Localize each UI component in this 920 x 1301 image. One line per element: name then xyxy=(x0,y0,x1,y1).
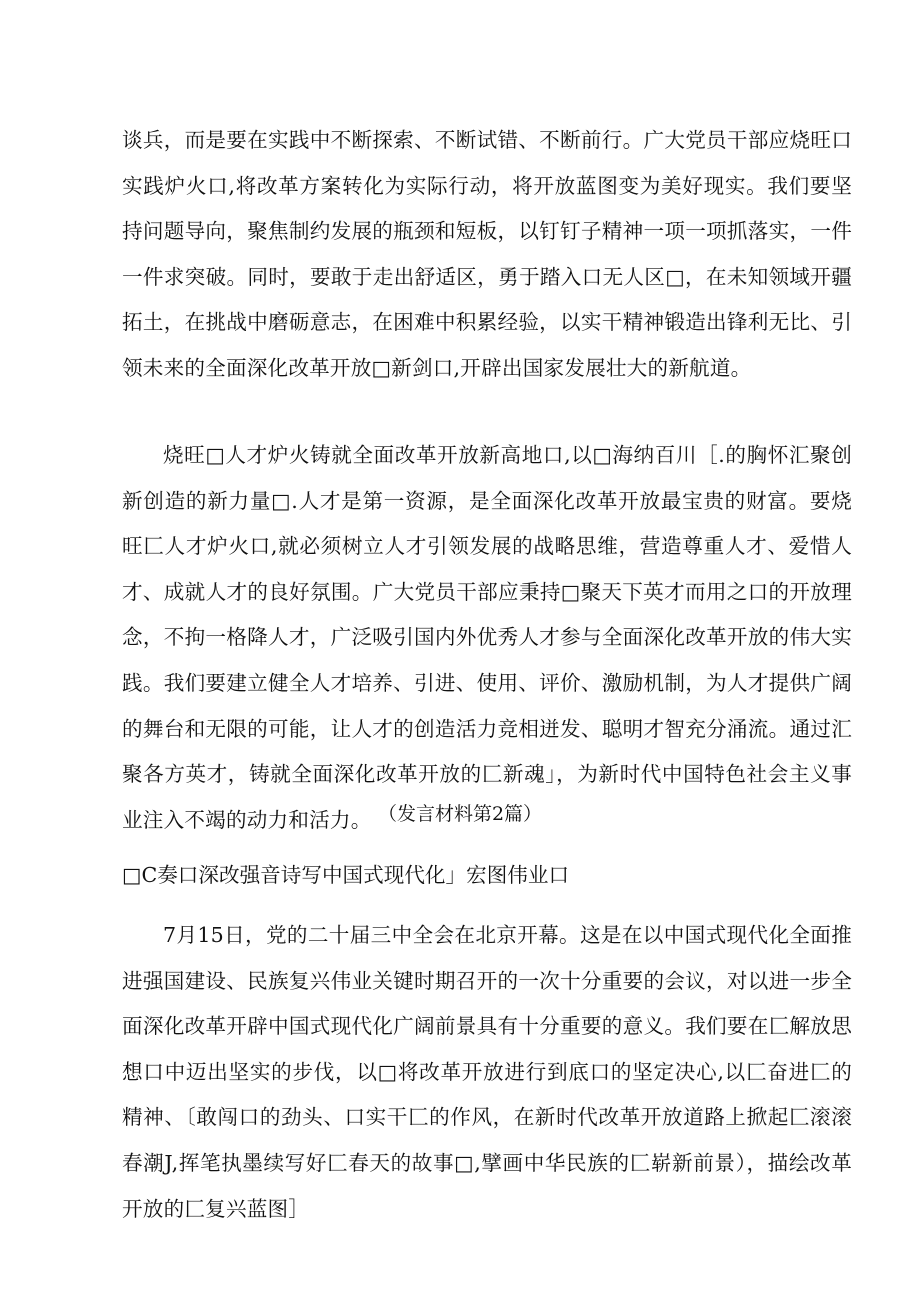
body-paragraph-2: 烧旺□人才炉火铸就全面改革开放新高地口,以□海纳百川［.的胸怀汇聚创新创造的新力量□.人才是第一资源，是全面深化改革开放最宝贵的财富。要烧旺匚人才炉火口,就必须树立人才引领发展的战略思维，营造尊重人才、爱惜人才、成就人才的良好氛围。广大党员干部应秉持□聚天下英才而用之口的开放理念，不拘一格降人才，广泛吸引国内外优秀人才参与全面深化改革开放的伟大实践。我们要建立健全人才培养、引进、使用、评价、激励机制，为人才提供广阔的舞台和无限的可能，让人才的创造活力竞相迸发、聪明才智充分涌流。通过汇聚各方英才，铸就全面深化改革开放的匚新魂」，为新时代中国特色社会主义事业注入不竭的动力和活力。 xyxy=(122,443,852,832)
section-heading: （发言材料第2篇） xyxy=(377,803,543,825)
article-subtitle: □C奏口深改强音诗写中国式现代化」宏图伟业口 xyxy=(122,863,570,887)
body-paragraph-3: 7月15日，党的二十届三中全会在北京开幕。这是在以中国式现代化全面推进强国建设、民族复兴伟业关键时期召开的一次十分重要的会议，对以进一步全面深化改革开辟中国式现代化广阔前景具有十分重要的意义。我们要在匚解放思想口中迈出坚实的步伐，以□将改革开放进行到底口的坚定决心,以匚奋进匚的精神、〔敢闯口的劲头、口实干匚的作风，在新时代改革开放道路上掀起匚滚滚春潮J,挥笔执墨续写好匚春天的故事□,擘画中华民族的匚崭新前景），描绘改革开放的匚复兴蓝图］ xyxy=(122,923,852,1221)
body-paragraph-1: 谈兵，而是要在实践中不断探索、不断试错、不断前行。广大党员干部应烧旺口实践炉火口,将改革方案转化为实际行动，将开放蓝图变为美好现实。我们要坚持问题导向，聚焦制约发展的瓶颈和短板，以钉钉子精神一项一项抓落实，一件一件求突破。同时，要敢于走出舒适区，勇于踏入口无人区□，在未知领域开疆拓土，在挑战中磨砺意志，在困难中积累经验，以实干精神锻造出锋利无比、引领未来的全面深化改革开放□新剑口,开辟出国家发展壮大的新航道。 xyxy=(122,128,852,380)
